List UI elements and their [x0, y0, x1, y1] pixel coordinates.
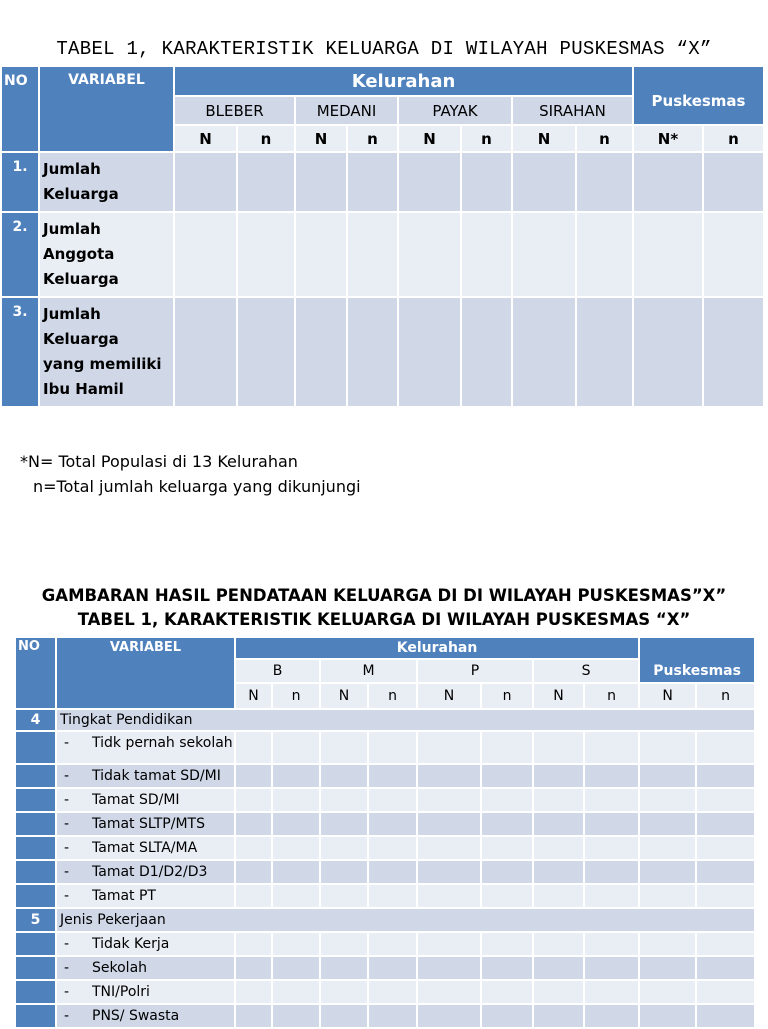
t2-item-label: Tidak Kerja — [92, 936, 170, 952]
t2-item-dash: - — [64, 984, 70, 1000]
t1-row-no: 2. — [1, 212, 39, 297]
t2-item — [56, 764, 235, 788]
t2-n-label: n — [368, 683, 417, 709]
note-total-population: *N= Total Populasi di 13 Kelurahan — [20, 452, 298, 471]
t1-n-label: n — [347, 125, 398, 152]
t1-row-line: Ibu Hamil — [43, 380, 124, 398]
table1-title: TABEL 1, KARAKTERISTIK KELUARGA DI WILAYAH PUSKESMAS “X” — [56, 38, 712, 60]
t1-row-line: Jumlah Anggota — [43, 220, 115, 263]
t1-row-no: 3. — [1, 297, 39, 407]
t1-header-no: NO — [1, 66, 39, 152]
t2-n-label: n — [272, 683, 320, 709]
t2-item — [56, 884, 235, 908]
table-row — [15, 1004, 755, 1028]
table2-title-line1: GAMBARAN HASIL PENDATAAN KELUARGA DI DI WILAYAH PUSKESMAS”X” — [41, 586, 727, 605]
t2-n-label: N — [320, 683, 368, 709]
t2-section-label: Tingkat Pendidikan — [56, 709, 755, 731]
t1-row-variabel — [39, 212, 174, 297]
t1-row-line: yang memiliki — [43, 355, 162, 373]
table-row — [1, 212, 764, 297]
t2-area-b: B — [235, 659, 320, 683]
table-row — [15, 956, 755, 980]
table-row — [1, 297, 764, 407]
t2-n-label: N — [533, 683, 584, 709]
table-row — [15, 980, 755, 1004]
t1-n-label: n — [461, 125, 512, 152]
t1-header-variabel: VARIABEL — [39, 66, 174, 152]
table-row — [15, 884, 755, 908]
table1 — [0, 65, 765, 408]
t1-area-sirahan: SIRAHAN — [512, 96, 633, 125]
t1-row-line: Jumlah Keluarga — [43, 305, 119, 348]
t2-header-kelurahan: Kelurahan — [235, 637, 639, 659]
table-row — [15, 731, 755, 764]
t1-row-no: 1. — [1, 152, 39, 212]
t1-n-label: N — [398, 125, 461, 152]
t2-item-dash: - — [64, 735, 70, 751]
t1-row-line: Keluarga — [43, 270, 119, 288]
t2-header-puskesmas: Puskesmas — [639, 637, 755, 683]
t1-n-label: N — [174, 125, 237, 152]
t2-item-label: Tamat SLTA/MA — [92, 840, 198, 856]
t2-item-dash: - — [64, 1008, 70, 1024]
t2-n-label: N — [235, 683, 272, 709]
t2-item-dash: - — [64, 768, 70, 784]
t2-area-s: S — [533, 659, 639, 683]
t2-item-dash: - — [64, 816, 70, 832]
t2-item-dash: - — [64, 888, 70, 904]
t2-item-label: Tamat D1/D2/D3 — [92, 864, 208, 880]
t2-item-label: Tamat SD/MI — [92, 792, 180, 808]
t1-n-label: N* — [633, 125, 703, 152]
t2-n-label: N — [417, 683, 481, 709]
t2-item — [56, 731, 235, 764]
table-row — [15, 788, 755, 812]
t2-header-no: NO — [15, 637, 56, 709]
t1-row-line: Jumlah Keluarga — [43, 160, 119, 203]
note-total-visited: n=Total jumlah keluarga yang dikunjungi — [33, 477, 361, 496]
table2-title-line2: TABEL 1, KARAKTERISTIK KELUARGA DI WILAYAH PUSKESMAS “X” — [77, 610, 691, 629]
t1-n-label: n — [237, 125, 295, 152]
t2-item-label: Sekolah — [92, 960, 148, 976]
t1-header-puskesmas: Puskesmas — [633, 66, 764, 125]
t2-item-label: Tamat PT — [92, 888, 156, 904]
t1-n-label: n — [576, 125, 633, 152]
t1-row-variabel — [39, 152, 174, 212]
t1-n-label: n — [703, 125, 764, 152]
t1-area-bleber: BLEBER — [174, 96, 295, 125]
table-row — [15, 812, 755, 836]
t2-section-row — [15, 908, 755, 932]
t1-n-label: N — [295, 125, 347, 152]
t2-section-row — [15, 709, 755, 731]
t2-section-no: 5 — [15, 908, 56, 932]
t2-item-dash: - — [64, 960, 70, 976]
table-row — [15, 836, 755, 860]
table-row — [15, 932, 755, 956]
t2-n-label: N — [639, 683, 696, 709]
t2-item — [56, 956, 235, 980]
t1-n-label: N — [512, 125, 576, 152]
table-row — [15, 764, 755, 788]
t2-item-dash: - — [64, 864, 70, 880]
table-row — [1, 152, 764, 212]
t2-item-label: Tidk pernah sekolah — [92, 735, 233, 751]
t1-row-variabel — [39, 297, 174, 407]
t2-item-dash: - — [64, 792, 70, 808]
t2-header-variabel: VARIABEL — [56, 637, 235, 709]
t2-item — [56, 788, 235, 812]
t2-item — [56, 860, 235, 884]
t2-item-label: TNI/Polri — [92, 984, 150, 1000]
t2-item-label: Tidak tamat SD/MI — [92, 768, 221, 784]
t2-item-label: Tamat SLTP/MTS — [92, 816, 205, 832]
t2-item-label: PNS/ Swasta — [92, 1008, 180, 1024]
t1-area-payak: PAYAK — [398, 96, 512, 125]
t2-item-dash: - — [64, 936, 70, 952]
t2-n-label: n — [481, 683, 533, 709]
t2-section-label: Jenis Pekerjaan — [56, 908, 755, 932]
t2-item — [56, 836, 235, 860]
t2-item — [56, 1004, 235, 1028]
t1-header-kelurahan: Kelurahan — [174, 66, 633, 96]
table-row — [15, 860, 755, 884]
t2-area-p: P — [417, 659, 533, 683]
t1-area-medani: MEDANI — [295, 96, 398, 125]
t2-item — [56, 980, 235, 1004]
t2-n-label: n — [696, 683, 755, 709]
table2 — [14, 636, 756, 1029]
t2-item — [56, 932, 235, 956]
t2-n-label: n — [584, 683, 639, 709]
t2-item-dash: - — [64, 840, 70, 856]
t2-item — [56, 812, 235, 836]
table2-title — [0, 584, 768, 632]
t2-area-m: M — [320, 659, 417, 683]
t2-section-no: 4 — [15, 709, 56, 731]
